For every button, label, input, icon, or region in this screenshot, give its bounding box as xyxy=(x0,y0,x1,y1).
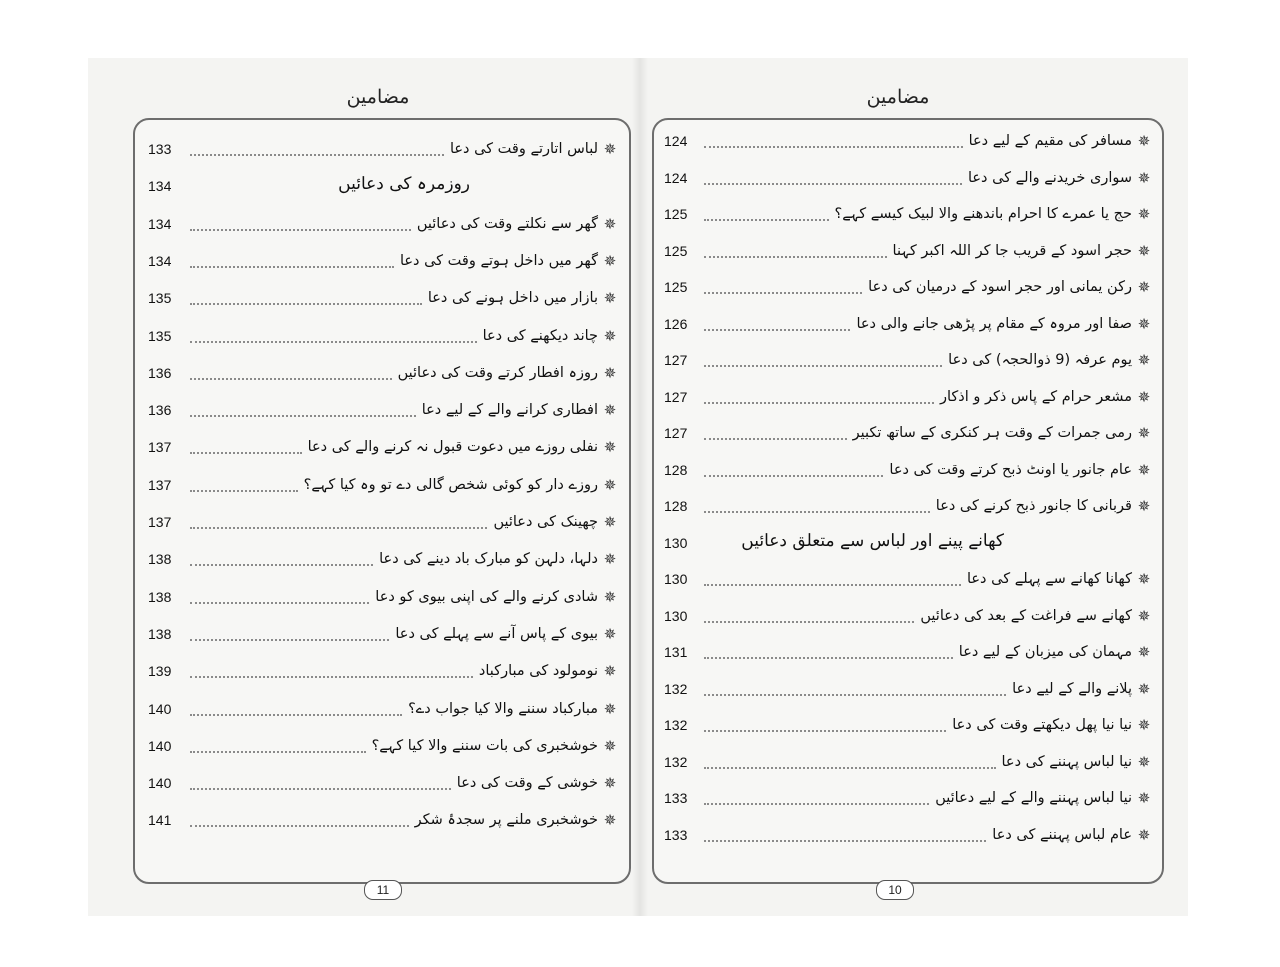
toc-row xyxy=(140,768,620,798)
toc-row xyxy=(658,126,1154,156)
toc-row xyxy=(140,805,620,835)
toc-title: کھانے سے فراغت کے بعد کی دعائیں xyxy=(920,607,1132,624)
leader-dots xyxy=(704,730,946,732)
toc-title: لباس اتارتے وقت کی دعا xyxy=(449,141,598,157)
toc-page-number: 134 xyxy=(148,215,172,232)
toc-page-number: 125 xyxy=(664,206,688,222)
toc-page-number: 140 xyxy=(148,737,172,754)
star-flower-icon: ✵ xyxy=(1137,497,1151,515)
star-flower-icon: ✵ xyxy=(1137,387,1151,406)
star-flower-icon: ✵ xyxy=(603,475,617,494)
toc-title: دلہا، دلہن کو مبارک باد دینے کی دعا xyxy=(379,551,598,568)
toc-page-number: 138 xyxy=(148,551,172,568)
leader-dots xyxy=(190,229,411,231)
star-flower-icon: ✵ xyxy=(1137,168,1151,187)
toc-page-number: 138 xyxy=(148,625,172,642)
star-flower-icon: ✵ xyxy=(603,811,617,830)
toc-page-number: 138 xyxy=(148,588,172,605)
star-flower-icon: ✵ xyxy=(603,513,617,531)
leader-dots xyxy=(190,825,409,827)
toc-row xyxy=(658,272,1154,302)
toc-page-number: 130 xyxy=(664,534,688,551)
toc-title: خوشخبری ملنے پر سجدۂ شکر xyxy=(414,812,598,829)
leader-dots xyxy=(190,639,389,641)
toc-title: گھر سے نکلتے وقت کی دعائیں xyxy=(416,215,598,232)
leader-dots xyxy=(190,676,473,678)
section-heading: روزمرہ کی دعائیں xyxy=(338,174,470,195)
toc-row xyxy=(140,134,620,164)
leader-dots xyxy=(704,657,953,659)
toc-row xyxy=(658,382,1154,412)
star-flower-icon: ✵ xyxy=(1137,241,1151,260)
toc-page-number: 134 xyxy=(148,252,172,269)
toc-page-number: 140 xyxy=(148,700,172,717)
star-flower-icon: ✵ xyxy=(1137,351,1151,369)
leader-dots xyxy=(190,714,402,716)
toc-page-number: 136 xyxy=(148,364,172,381)
toc-page-number: 132 xyxy=(664,753,688,770)
star-flower-icon: ✵ xyxy=(603,774,617,793)
toc-row xyxy=(140,358,620,388)
toc-page-number: 135 xyxy=(148,290,172,307)
toc-row xyxy=(658,236,1154,266)
leader-dots xyxy=(190,266,394,268)
star-flower-icon: ✵ xyxy=(1137,606,1151,625)
book-gutter xyxy=(632,58,648,916)
toc-page-number: 139 xyxy=(148,663,172,680)
toc-page-number: 127 xyxy=(664,388,688,405)
leader-dots xyxy=(704,475,883,477)
toc-page-number: 127 xyxy=(664,425,688,441)
star-flower-icon: ✵ xyxy=(603,550,617,569)
toc-page-number: 124 xyxy=(664,133,688,149)
star-flower-icon: ✵ xyxy=(1137,132,1151,150)
star-flower-icon: ✵ xyxy=(603,736,617,755)
toc-page-number: 137 xyxy=(148,476,172,493)
star-flower-icon: ✵ xyxy=(603,662,617,681)
toc-title: نیا لباس پہننے والے کے لیے دعائیں xyxy=(935,790,1132,806)
toc-page-number: 131 xyxy=(664,644,688,660)
toc-title: خوشی کے وقت کی دعا xyxy=(456,775,598,792)
toc-page-number: 130 xyxy=(664,571,688,587)
toc-row xyxy=(140,656,620,686)
star-flower-icon: ✵ xyxy=(603,251,617,270)
star-flower-icon: ✵ xyxy=(1137,825,1151,844)
star-flower-icon: ✵ xyxy=(1137,570,1151,588)
toc-page-number: 133 xyxy=(664,790,688,806)
toc-row xyxy=(140,731,620,761)
toc-title: گھر میں داخل ہوتے وقت کی دعا xyxy=(399,252,598,269)
leader-dots xyxy=(704,694,1006,696)
leader-dots xyxy=(704,767,996,769)
toc-page-number: 141 xyxy=(148,812,172,829)
leader-dots xyxy=(704,183,962,185)
toc-title: کھانا کھانے سے پہلے کی دعا xyxy=(966,571,1132,587)
leader-dots xyxy=(704,584,961,586)
toc-title: بازار میں داخل ہونے کی دعا xyxy=(427,290,598,307)
toc-row xyxy=(658,199,1154,229)
section-heading-row xyxy=(658,528,1154,558)
star-flower-icon: ✵ xyxy=(603,587,617,606)
toc-row xyxy=(140,470,620,500)
star-flower-icon: ✵ xyxy=(1137,314,1151,333)
star-flower-icon: ✵ xyxy=(1137,643,1151,661)
toc-title: شادی کرنے والے کی اپنی بیوی کو دعا xyxy=(375,588,598,605)
toc-title: روزہ افطار کرتے وقت کی دعائیں xyxy=(397,364,598,381)
toc-page-number: 130 xyxy=(664,607,688,624)
toc-page-number: 134 xyxy=(148,178,172,195)
toc-title: قربانی کا جانور ذبح کرنے کی دعا xyxy=(935,498,1132,514)
leader-dots xyxy=(190,378,392,380)
toc-title: پلانے والے کے لیے دعا xyxy=(1012,680,1132,697)
toc-row xyxy=(658,820,1154,850)
toc-title: چاند دیکھنے کی دعا xyxy=(482,327,598,344)
star-flower-icon: ✵ xyxy=(1137,789,1151,807)
toc-page-number: 133 xyxy=(148,141,172,157)
right-page-number: 10 xyxy=(876,880,914,900)
toc-row xyxy=(140,582,620,612)
leader-dots xyxy=(704,256,887,258)
leader-dots xyxy=(190,341,477,343)
toc-page-number: 133 xyxy=(664,826,688,843)
toc-page-number: 137 xyxy=(148,439,172,456)
star-flower-icon: ✵ xyxy=(603,214,617,233)
star-flower-icon: ✵ xyxy=(603,140,617,158)
leader-dots xyxy=(704,402,934,404)
toc-row xyxy=(140,544,620,574)
section-heading-row xyxy=(140,171,620,201)
star-flower-icon: ✵ xyxy=(1137,278,1151,296)
toc-title: خوشخبری کی بات سننے والا کیا کہے؟ xyxy=(371,737,598,754)
toc-page-number: 132 xyxy=(664,680,688,697)
leader-dots xyxy=(190,154,444,156)
toc-row xyxy=(140,619,620,649)
toc-row xyxy=(658,564,1154,594)
toc-page-number: 128 xyxy=(664,461,688,478)
toc-row xyxy=(658,601,1154,631)
toc-title: صفا اور مروہ کے مقام پر پڑھی جانے والی دعا xyxy=(856,315,1132,332)
right-page-header: مضامین xyxy=(866,86,930,108)
toc-row xyxy=(140,395,620,425)
toc-title: رکن یمانی اور حجر اسود کے درمیان کی دعا xyxy=(868,279,1132,295)
toc-row xyxy=(140,694,620,724)
toc-row xyxy=(658,309,1154,339)
toc-page-number: 136 xyxy=(148,402,172,419)
toc-title: مبارکباد سننے والا کیا جواب دے؟ xyxy=(408,700,598,717)
star-flower-icon: ✵ xyxy=(1137,716,1151,734)
toc-title: نومولود کی مبارکباد xyxy=(478,663,598,680)
toc-title: رمی جمرات کے وقت ہر کنکری کے ساتھ تکبیر xyxy=(852,425,1132,441)
leader-dots xyxy=(190,303,422,305)
toc-row xyxy=(140,432,620,462)
toc-title: نفلی روزے میں دعوت قبول نہ کرنے والے کی دعا xyxy=(307,439,598,456)
star-flower-icon: ✵ xyxy=(603,624,617,643)
leader-dots xyxy=(704,292,862,294)
toc-row xyxy=(658,418,1154,448)
leader-dots xyxy=(704,329,850,331)
toc-page-number: 126 xyxy=(664,315,688,332)
leader-dots xyxy=(704,219,829,221)
toc-page-number: 140 xyxy=(148,775,172,792)
leader-dots xyxy=(704,146,963,148)
star-flower-icon: ✵ xyxy=(603,289,617,308)
star-flower-icon: ✵ xyxy=(603,401,617,420)
toc-title: مشعر حرام کے پاس ذکر و اذکار xyxy=(939,388,1132,405)
leader-dots xyxy=(704,365,942,367)
leader-dots xyxy=(190,788,451,790)
star-flower-icon: ✵ xyxy=(603,699,617,718)
toc-title: افطاری کرانے والے کے لیے دعا xyxy=(421,402,598,419)
leader-dots xyxy=(190,602,369,604)
left-page-number: 11 xyxy=(364,880,402,900)
toc-title: نیا لباس پہننے کی دعا xyxy=(1001,753,1132,770)
section-heading: کھانے پینے اور لباس سے متعلق دعائیں xyxy=(741,530,1004,551)
toc-row xyxy=(140,246,620,276)
toc-title: روزے دار کو کوئی شخص گالی دے تو وہ کیا کہے؟ xyxy=(303,476,598,493)
toc-row xyxy=(140,209,620,239)
leader-dots xyxy=(190,415,416,417)
toc-title: یوم عرفہ (9 ذوالحجہ) کی دعا xyxy=(948,352,1132,368)
star-flower-icon: ✵ xyxy=(1137,679,1151,698)
leader-dots xyxy=(190,751,366,753)
star-flower-icon: ✵ xyxy=(603,326,617,345)
toc-title: مہمان کی میزبان کے لیے دعا xyxy=(958,644,1132,660)
leader-dots xyxy=(190,527,487,529)
toc-row xyxy=(658,637,1154,667)
leader-dots xyxy=(704,511,930,513)
toc-row xyxy=(658,783,1154,813)
toc-title: بیوی کے پاس آنے سے پہلے کی دعا xyxy=(395,625,598,642)
toc-row xyxy=(658,710,1154,740)
toc-title: عام جانور یا اونٹ ذبح کرتے وقت کی دعا xyxy=(889,461,1132,478)
leader-dots xyxy=(704,438,847,440)
toc-row xyxy=(140,283,620,313)
star-flower-icon: ✵ xyxy=(603,438,617,457)
toc-page-number: 137 xyxy=(148,514,172,530)
star-flower-icon: ✵ xyxy=(1137,424,1151,442)
toc-row xyxy=(658,491,1154,521)
star-flower-icon: ✵ xyxy=(603,363,617,382)
star-flower-icon: ✵ xyxy=(1137,752,1151,771)
toc-row xyxy=(140,507,620,537)
star-flower-icon: ✵ xyxy=(1137,205,1151,223)
leader-dots xyxy=(190,564,373,566)
toc-page-number: 135 xyxy=(148,327,172,344)
toc-page-number: 132 xyxy=(664,717,688,733)
toc-row xyxy=(658,163,1154,193)
toc-page-number: 125 xyxy=(664,279,688,295)
toc-page-number: 125 xyxy=(664,242,688,259)
toc-row xyxy=(658,674,1154,704)
toc-title: چھینک کی دعائیں xyxy=(493,514,598,530)
toc-title: سواری خریدنے والے کی دعا xyxy=(967,169,1132,186)
leader-dots xyxy=(704,840,986,842)
toc-title: عام لباس پہننے کی دعا xyxy=(992,826,1132,843)
leader-dots xyxy=(704,803,929,805)
star-flower-icon: ✵ xyxy=(1137,460,1151,479)
toc-row xyxy=(658,747,1154,777)
toc-row xyxy=(140,321,620,351)
toc-row xyxy=(658,455,1154,485)
leader-dots xyxy=(190,490,298,492)
leader-dots xyxy=(190,452,302,454)
toc-title: نیا نیا پھل دیکھتے وقت کی دعا xyxy=(952,717,1132,733)
toc-row xyxy=(658,345,1154,375)
leader-dots xyxy=(704,621,914,623)
toc-page-number: 127 xyxy=(664,352,688,368)
toc-title: حج یا عمرے کا احرام باندھنے والا لبیک کیسے کہے؟ xyxy=(834,206,1132,222)
toc-title: حجر اسود کے قریب جا کر اللہ اکبر کہنا xyxy=(892,242,1132,259)
toc-title: مسافر کی مقیم کے لیے دعا xyxy=(968,133,1132,149)
toc-page-number: 128 xyxy=(664,498,688,514)
toc-page-number: 124 xyxy=(664,169,688,186)
left-page-header: مضامین xyxy=(346,86,410,108)
